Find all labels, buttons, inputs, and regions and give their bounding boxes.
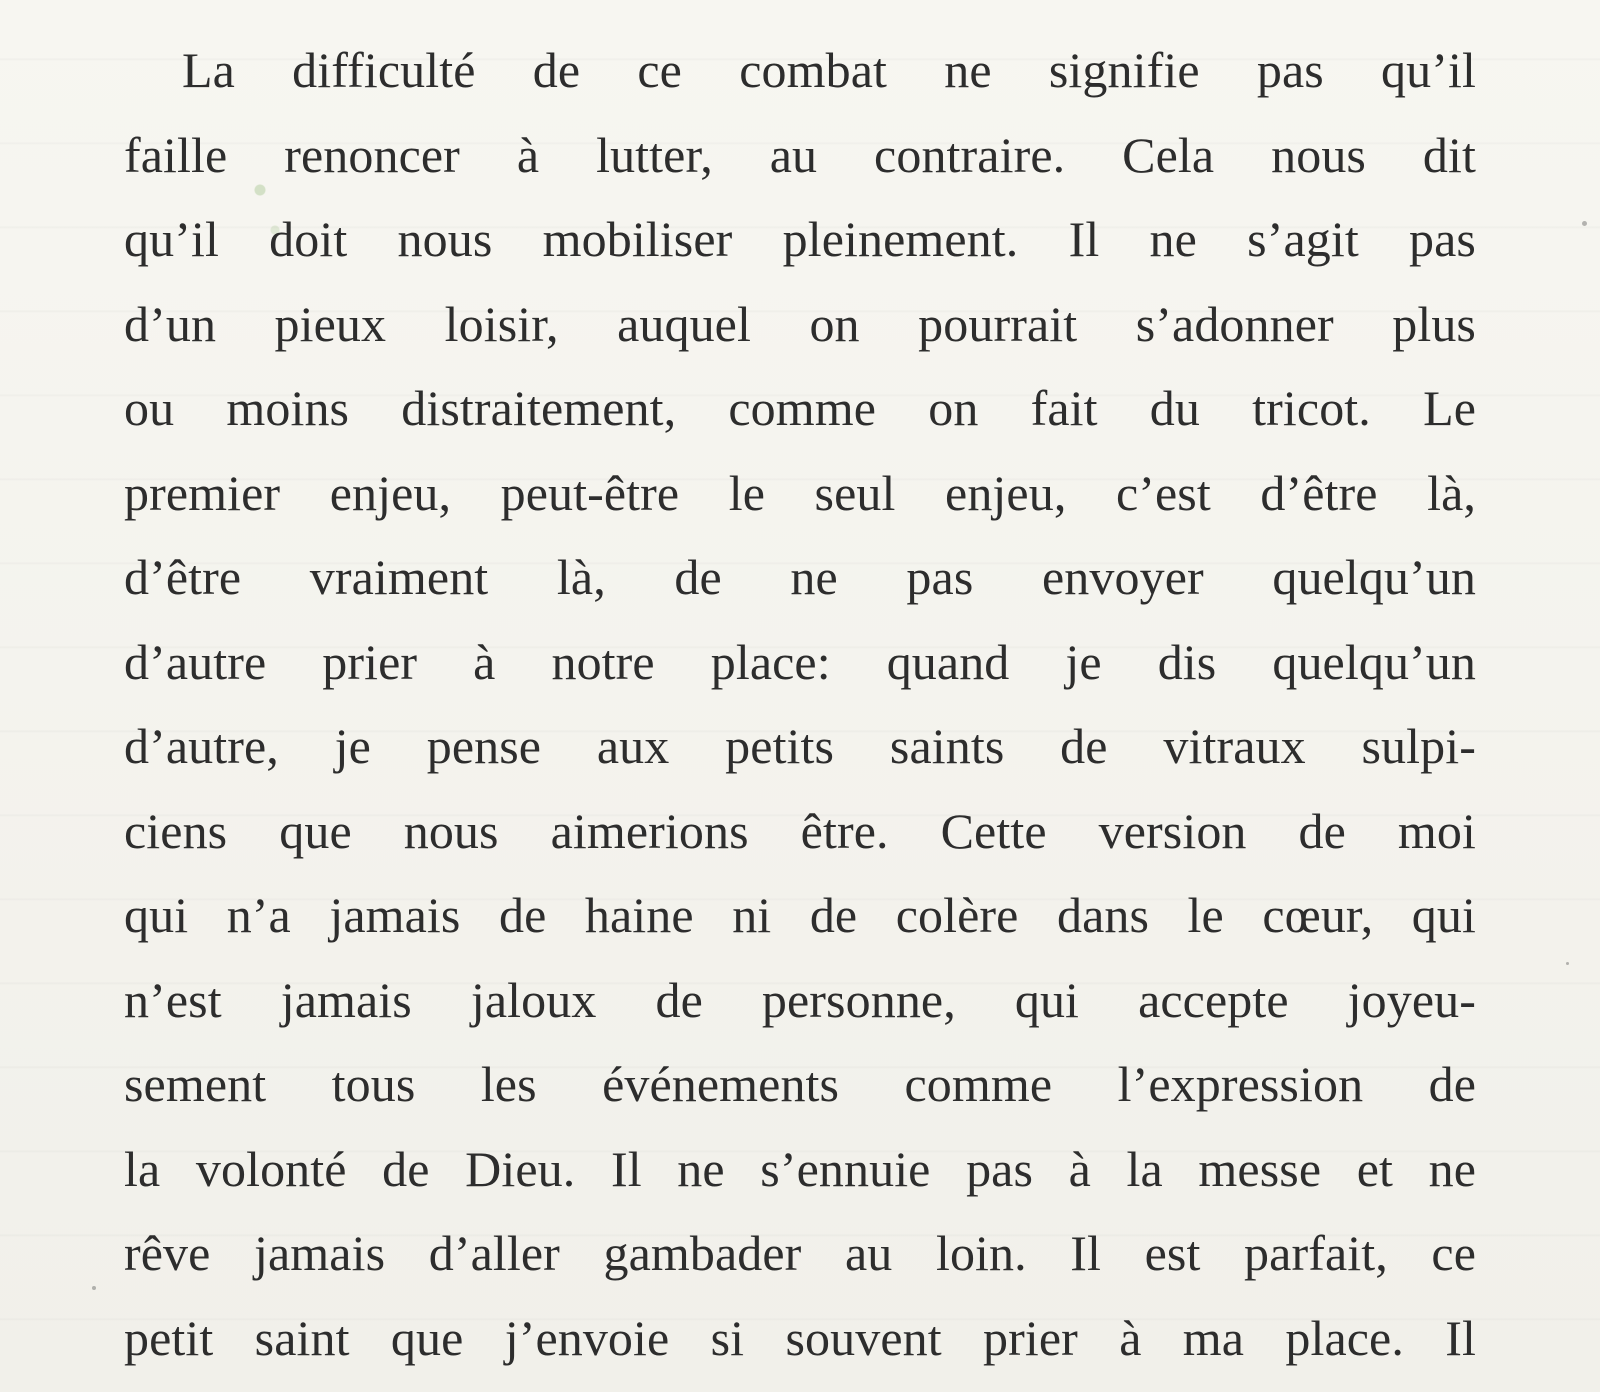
paragraph-line: faille renoncer à lutter, au contraire. Cela nous dit bbox=[124, 126, 1476, 183]
paragraph-line: la volonté de Dieu. Il ne s’ennuie pas à la messe et ne bbox=[124, 1140, 1476, 1197]
paragraph-line: petit saint que j’envoie si souvent prier à ma place. Il bbox=[124, 1309, 1476, 1366]
paragraph-line: n’est jamais jaloux de personne, qui accepte joyeu- bbox=[124, 971, 1476, 1028]
paragraph-line: d’un pieux loisir, auquel on pourrait s’adonner plus bbox=[124, 295, 1476, 352]
paragraph-line: d’autre, je pense aux petits saints de vitraux sulpi- bbox=[124, 718, 1476, 774]
paragraph-line: d’autre prier à notre place: quand je dis quelqu’un bbox=[124, 633, 1476, 690]
paragraph-line: qui n’a jamais de haine ni de colère dans le cœur, qui bbox=[124, 887, 1476, 943]
paragraph-line: rêve jamais d’aller gambader au loin. Il est parfait, ce bbox=[124, 1225, 1476, 1281]
paragraph-line: ciens que nous aimerions être. Cette version de moi bbox=[124, 802, 1476, 859]
paper-speck bbox=[1582, 221, 1587, 226]
paragraph-line: qu’il doit nous mobiliser pleinement. Il ne s’agit pas bbox=[124, 211, 1476, 267]
paragraph-line: ou moins distraitement, comme on fait du tricot. Le bbox=[124, 380, 1476, 436]
paragraph-line: d’être vraiment là, de ne pas envoyer quelqu’un bbox=[124, 549, 1476, 605]
body-paragraph bbox=[124, 28, 1476, 1380]
paper-speck bbox=[1566, 962, 1569, 965]
paragraph-line: sement tous les événements comme l’expression de bbox=[124, 1056, 1476, 1112]
paragraph-line: premier enjeu, peut-être le seul enjeu, c’est d’être là, bbox=[124, 464, 1476, 521]
paragraph-line: La difficulté de ce combat ne signifie pas qu’il bbox=[182, 42, 1476, 98]
paper-speck bbox=[92, 1286, 96, 1290]
